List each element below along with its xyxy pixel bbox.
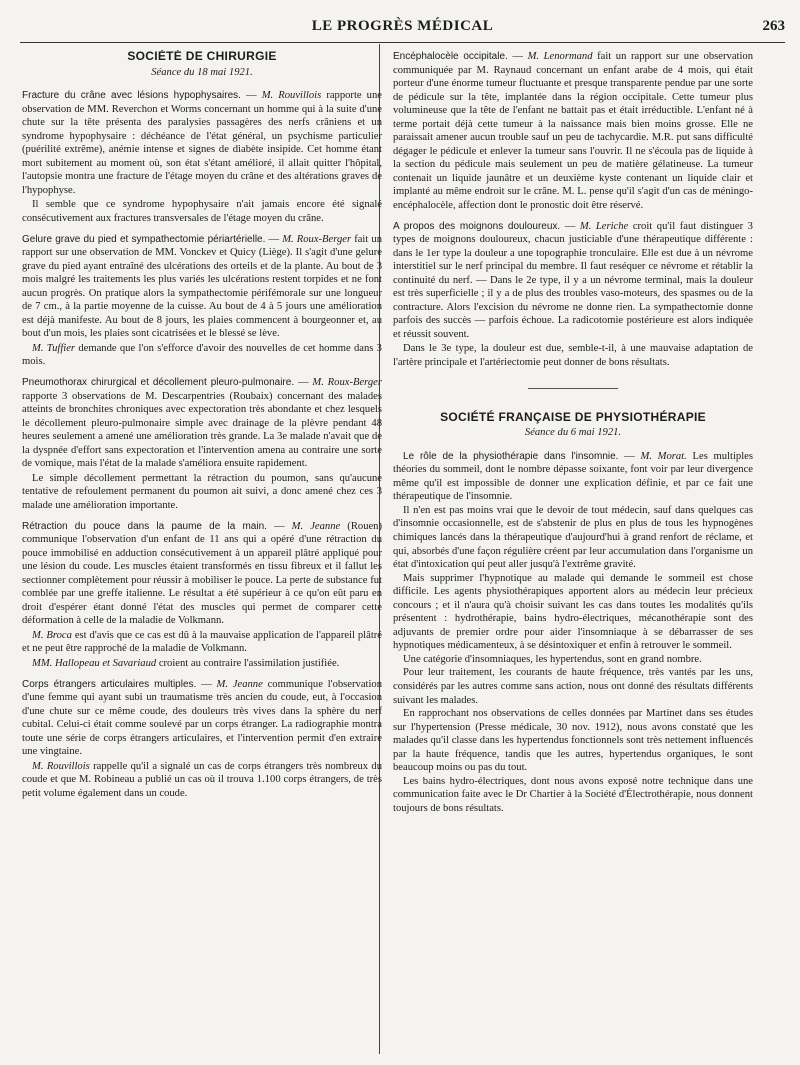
physio-paragraph: Pour leur traitement, les courants de haute fréquence, très vantés par les uns, considérés par les autres comme sans action, nous ont donné des résultats différents suivant les malades.: [393, 667, 753, 706]
article-comment: [22, 657, 382, 671]
physio-paragraph: En rapprochant nos observations de celles données par Martinet dans ses études sur l'hypertension (Presse médicale, 30 nov. 1912), nous avons constaté que les malades qu'il classe dans les hypertendus fonctionnels sont très nettement influencés par la haute fréquence, tandis que les autres, hypertendus organiques, le sont beaucoup moins ou pas du tout.: [393, 708, 753, 774]
section-divider: [528, 388, 618, 389]
article-text: rapporte une observation de MM. Reverchon et Worms concernant un homme qui à la suite d'une chute sur la tête présenta des paralysies passagères des nerfs crâniens et un syndrome hypophysaire : déchéance de l'état général, un psychisme particulier (puérilité extrême), anémie intense et signes de diabète insipide. Cet homme étant mort subitement au moment où, son état s'étant amélioré, il allait quitter l'hôpital, l'autopsie montra une fracture de l'étage moyen du crâne et des altérations graves de l'hypophyse.: [22, 90, 382, 196]
article-title: A propos des moignons douloureux.: [393, 220, 561, 232]
article-author: M. Jeanne: [216, 678, 263, 690]
article-title: Le rôle de la physiothérapie dans l'insomnie.: [403, 450, 619, 462]
comment-text: Dans le 3e type, la douleur est due, semble-t-il, à une mauvaise adaptation de l'artère principale et l'artériectomie peut donner de bons résultats.: [393, 343, 753, 369]
article-lead: Corps étrangers articulaires multiples. — M. Jeanne communique l'observation d'une femme qui ayant subi un traumatisme très ancien du coude, eut, à l'occasion d'une chute sur ce même coude, des douleurs très vives dans la sphère du nerf cubital. Celui-ci était comme soulevé par un corps étranger. La radiographie montra toute une série de corps étrangers articulaires, et l'intervention permit d'en extraire une vingtaine.: [22, 678, 382, 758]
article-title: Gelure grave du pied et sympathectomie périartérielle.: [22, 233, 266, 245]
article-text: (Rouen) communique l'observation d'un enfant de 11 ans qui a opéré d'une rétraction du pouce immobilisé en adduction consécutivement à un appareil plâtré appliqué pour une lésion du coude. Les muscles étaient transformés en tissu fibreux et il fallut les sectionner complètement pour réussir à mobiliser le pouce. La perte de substance fut comblée par une greffe italienne. Le résultat a été supérieur à ce qu'on eût paru en droit d'espérer étant donné l'état des muscles qui permet de comparer cette déformation à celle de la maladie de Volkmann.: [22, 520, 382, 627]
article-author: M. Leriche: [579, 220, 629, 232]
article-comment: [393, 342, 753, 369]
surgery-society-heading: SOCIÉTÉ DE CHIRURGIE: [127, 50, 277, 63]
article-title: Rétraction du pouce dans la paume de la main.: [22, 520, 267, 532]
article-lead: Gelure grave du pied et sympathectomie périartérielle. — M. Roux-Berger fait un rapport sur une observation de MM. Vonckev et Quicy (Liège). Il s'agit d'une gelure grave du pied ayant entraîné des ulcérations des orteils et de la plante. Au bout de 3 mois malgré les traitements les plus variés les ulcérations restent torpides et ne font aucun progrès. On pratique alors la sympathectomie périfémorale sur une longueur de 7 cm., à la partie moyenne de la cuisse. Au bout de 4 à 5 jours une amélioration est déjà manifeste. Au bout de 8 jours, les plaies commencent à bourgeonner et, au bout d'un mois, les plaies sont cicatrisées et le blessé se lève.: [22, 233, 382, 340]
physio-paragraph: Les bains hydro-électriques, dont nous avons exposé notre technique dans une communication faite avec le Dr Chartier à la Société d'Électrothérapie, nous donnent toujours de bons résultats.: [393, 775, 753, 814]
article-text: fait un rapport sur une observation communiquée par M. Raynaud concernant un enfant arabe de 4 mois, qui était porteur d'une énorme tumeur fluctuante et presque transparente pendue par une sorte de pédicule sur la tête, implantée dans la région occipitale. Cette tumeur plus volumineuse que la tête de l'enfant ne battait pas et était irréductible. L'enfant né à terme portait déjà cette tumeur à la naissance mais bien moins grosse. Elle ne paraissait amener aucun trouble sauf un peu de tachycardie. M.R. put sans difficulté dégager le pédicule et enlever la tumeur sans l'ouvrir. Il ne s'écoula pas de liquide à la section du pédicule mais seulement un peu de matière gélatineuse. La tumeur contenait un liquide jaunâtre et un deuxième kyste contenant un liquide clair et implanté au même endroit sur le crâne. M. L. pense qu'il s'agit d'un cas de méningo-encéphalocèle, affection dont le pronostic doit être réservé.: [393, 51, 753, 212]
surgery-articles: [22, 89, 382, 800]
article-text: croit qu'il faut distinguer 3 types de moignons douloureux, chacun justiciable d'une thérapeutique différente : dans le 1er type la douleur a une topographie tronculaire. Elle est due à un névrome interstitiel sur le nerf principal du membre. Il faut reséquer ce névrome et rétablir la continuité du nerf. — Dans le 2e type, il y a un névrome terminal, mais la douleur est très superficielle ; il y a de plus des troubles vaso-moteurs, des spasmes ou de la contracture. Alors l'excision du névrome ne donne rien. La sympathectomie donne parfois des succès — parfois échoue. La radicotomie postérieure est alors indiquée et réussit souvent.: [393, 220, 753, 340]
surgery-article: [22, 678, 382, 801]
surgery-session-date: Séance du 18 mai 1921.: [151, 66, 253, 78]
article-lead: Fracture du crâne avec lésions hypophysaires. — M. Rouvillois rapporte une observation de MM. Reverchon et Worms concernant un homme qui à la suite d'une chute sur la tête présenta des paralysies passagères des nerfs crâniens et un syndrome hypophysaire : déchéance de l'état général, un psychisme particulier (puérilité extrême), anémie intense et signes de diabète insipide. Cet homme étant mort subitement au moment où, son état s'étant amélioré, il allait quitter l'hôpital, l'autopsie montra une fracture de l'étage moyen du crâne et des altérations graves de l'hypophyse.: [22, 90, 382, 196]
left-column: [22, 50, 382, 1050]
article-comment: [22, 760, 382, 801]
article-author: M. Roux-Berger: [312, 377, 382, 389]
physio-paragraph: Une catégorie d'insomniaques, les hypertendus, sont en grand nombre.: [403, 653, 702, 665]
article-text: fait un rapport sur une observation de MM. Vonckev et Quicy (Liège). Il s'agit d'une gelure grave du pied ayant entraîné des ulcérations des orteils et de la plante. Au bout de 3 mois malgré les traitements les plus variés les ulcérations restent torpides et ne font aucun progrès. On pratique alors la sympathectomie périfémorale sur une longueur de 7 cm., à la partie moyenne de la cuisse. Au bout de 4 à 5 jours une amélioration est déjà manifeste. Au bout de 8 jours, les plaies commencent à bourgeonner et, au bout d'un mois, les plaies sont cicatrisées et le blessé se lève.: [22, 233, 382, 340]
comment-author: MM. Hallopeau et Savariaud: [32, 657, 157, 669]
article-title: Corps étrangers articulaires multiples.: [22, 678, 197, 690]
physio-society-heading: SOCIÉTÉ FRANÇAISE DE PHYSIOTHÉRAPIE: [440, 409, 706, 424]
article-comment: [22, 472, 382, 513]
comment-text: est d'avis que ce cas est dû à la mauvaise application de l'appareil plâtré et ne peut être rapproché de la maladie de Volkmann.: [22, 629, 382, 655]
comment-text: Le simple décollement permettant la rétraction du poumon, sans qu'aucune tentative de refoulement permanent du poumon ait suivi, a donc amené chez ces 3 malade une amélioration importante.: [22, 472, 382, 511]
physio-session-date: Séance du 6 mai 1921.: [524, 427, 622, 439]
physio-paragraph: Il n'en est pas moins vrai que le devoir de tout médecin, sauf dans quelques cas d'insomnie occasionnelle, est de s'abstenir de plus en plus de tous les hypnogènes chimiques lancés dans la thérapeutique d'aujourd'hui à grand renfort de réclame, et qui, absorbés d'une façon régulière créent par leur accumulation dans l'organisme un état d'intoxication qui peut aller jusqu'à l'extrême gravité.: [393, 504, 753, 571]
article-title: Fracture du crâne avec lésions hypophysaires.: [22, 90, 241, 102]
article-author: M. Rouvillois: [261, 90, 322, 102]
comment-author: M. Tuffier: [32, 342, 76, 354]
article-text: communique l'observation d'une femme qui ayant subi un traumatisme très ancien du coude, eut, à l'occasion d'une chute sur ce même coude, des douleurs très vives dans la sphère du nerf cubital. Celui-ci était comme soulevé par un corps étranger. La radiographie montra toute une série de corps étrangers articulaires, et l'intervention permit d'en extraire une vingtaine.: [22, 678, 382, 758]
surgery-article: [22, 233, 382, 369]
comment-text: demande que l'on s'efforce d'avoir des nouvelles de cet homme dans 3 mois.: [22, 342, 382, 368]
article-lead: Encéphalocèle occipitale. — M. Lenormand fait un rapport sur une observation communiquée par M. Raynaud concernant un enfant arabe de 4 mois, qui était porteur d'une énorme tumeur fluctuante et presque transparente pendue par une sorte de pédicule sur la tête, implantée dans la région occipitale. Cette tumeur plus volumineuse que la tête de l'enfant ne battait pas et était irréductible. L'enfant né à terme portait déjà cette tumeur à la naissance mais bien moins grosse. Elle ne paraissait amener aucun trouble sauf un peu de tachycardie. M.R. put sans difficulté dégager le pédicule et enlever la tumeur sans l'ouvrir. Il ne s'écoula pas de liquide à la section du pédicule mais seulement un peu de matière gélatineuse. La tumeur contenait un liquide jaunâtre et un deuxième kyste contenant un liquide clair et implanté au même endroit sur le crâne. M. L. pense qu'il s'agit d'un cas de méningo-encéphalocèle, affection dont le pronostic doit être réservé.: [393, 51, 753, 212]
running-title: LE PROGRÈS MÉDICAL: [311, 18, 494, 34]
physio-paragraphs: [393, 504, 753, 816]
physio-article: Le rôle de la physiothérapie dans l'insomnie. — M. Morat. Les multiples théories du sommeil, dont le nombre dépasse soixante, font voir par leur divergence même qu'il est impossible de donner une explication définie, et par ce fait une thérapeutique de l'insomnie.: [393, 450, 753, 503]
comment-author: M. Rouvillois: [32, 760, 90, 772]
article-lead: Pneumothorax chirurgical et décollement pleuro-pulmonaire. — M. Roux-Berger rapporte 3 observations de M. Descarpentries (Roubaix) concernant des malades atteints de bronchites chroniques avec expectoration très abondante et chez lesquels le décollement pleuro-pulmonaire simple avec drainage de la plèvre pendant 48 heures seulement a amené une amélioration très grande. La 3e malade n'avait que de la dyspnée d'effort sans expectoration et l'intervention amena au contraire une sorte de vomique, mais l'état de la malade s'améliora ensuite rapidement.: [22, 377, 382, 470]
page-number: 263: [762, 18, 785, 34]
article-comment: [22, 342, 382, 369]
article-author: M. Jeanne: [291, 520, 341, 532]
surgery-article: [22, 376, 382, 512]
right-column: [393, 50, 753, 1050]
surgery-article: [393, 220, 753, 370]
article-title: Pneumothorax chirurgical et décollement pleuro-pulmonaire.: [22, 377, 295, 389]
comment-text: rappelle qu'il a signalé un cas de corps étrangers très nombreux du coude et que M. Robineau a publié un cas où il trouva 1.100 corps étrangers, de très petit volume également dans un coude.: [22, 760, 382, 799]
article-comment: [22, 198, 382, 225]
surgery-article: [393, 50, 753, 213]
article-lead: A propos des moignons douloureux. — M. Leriche croit qu'il faut distinguer 3 types de moignons douloureux, chacun justiciable d'une thérapeutique différente : dans le 1er type la douleur a une topographie tronculaire. Elle est due à un névrome interstitiel sur le nerf principal du membre. Il faut reséquer ce névrome et rétablir la continuité du nerf. — Dans le 2e type, il y a un névrome terminal, mais la douleur est très superficielle ; il y a de plus des troubles vaso-moteurs, des spasmes ou de la contracture. Alors l'excision du névrome ne donne rien. La sympathectomie donne parfois des succès — parfois échoue. La radicotomie postérieure est alors indiquée et réussit souvent.: [393, 220, 753, 340]
page-header: [20, 12, 785, 43]
comment-text: Il semble que ce syndrome hypophysaire n'ait jamais encore été signalé consécutivement aux fractures transversales de l'étage moyen du crâne.: [22, 199, 382, 225]
comment-text: croient au contraire l'assimilation justifiée.: [158, 657, 340, 669]
physio-paragraph: Mais supprimer l'hypnotique au malade qui demande le sommeil est chose difficile. Les agents physiothérapiques apportent alors au médecin leur précieux concours ; et il n'aura qu'à choisir suivant les cas dans toutes les modalités qu'ils présentent : hydrothérapie, bains hydro-électriques, mécanothérapie sont des adjuvants de premier ordre pour aider l'insomniaque à se débarrasser de ses hypnotiques médicamenteux, à se désintoxiquer et enfin à retrouver le sommeil.: [393, 572, 753, 652]
article-text: Les multiples théories du sommeil, dont le nombre dépasse soixante, font voir par leur divergence même qu'il est impossible de donner une explication définie, et par ce fait une thérapeutique de l'insomnie.: [393, 450, 753, 503]
comment-author: M. Broca: [32, 629, 72, 641]
surgery-article: [22, 89, 382, 225]
article-title: Encéphalocèle occipitale.: [393, 51, 508, 62]
surgery-articles-continued: [393, 50, 753, 370]
article-text: rapporte 3 observations de M. Descarpentries (Roubaix) concernant des malades atteints de bronchites chroniques avec expectoration très abondante et chez lesquels le décollement pleuro-pulmonaire simple avec drainage de la plèvre pendant 48 heures seulement a amené une amélioration très grande. La 3e malade n'avait que de la dyspnée d'effort sans expectoration et l'intervention amena au contraire une sorte de vomique, mais l'état de la malade s'améliora ensuite rapidement.: [22, 390, 382, 470]
surgery-article: [22, 520, 382, 671]
article-lead: Rétraction du pouce dans la paume de la main. — M. Jeanne (Rouen) communique l'observation d'un enfant de 11 ans qui a opéré d'une rétraction du pouce immobilisé en adduction consécutivement à un appareil plâtré appliqué pour une lésion du coude. Les muscles étaient transformés en tissu fibreux et il fallut les sectionner complètement pour réussir à mobiliser le pouce. La perte de substance fut comblée par une greffe italienne. Le résultat a été supérieur à ce qu'on eût paru en droit d'espérer étant donné l'état des muscles qui permet de comparer cette déformation à celle de la maladie de Volkmann.: [22, 520, 382, 627]
article-author: M. Lenormand: [527, 51, 593, 62]
article-author: M. Roux-Berger: [282, 233, 352, 245]
article-comment: [22, 629, 382, 656]
physiotherapy-section: [393, 411, 753, 816]
article-author: M. Morat.: [640, 450, 687, 462]
